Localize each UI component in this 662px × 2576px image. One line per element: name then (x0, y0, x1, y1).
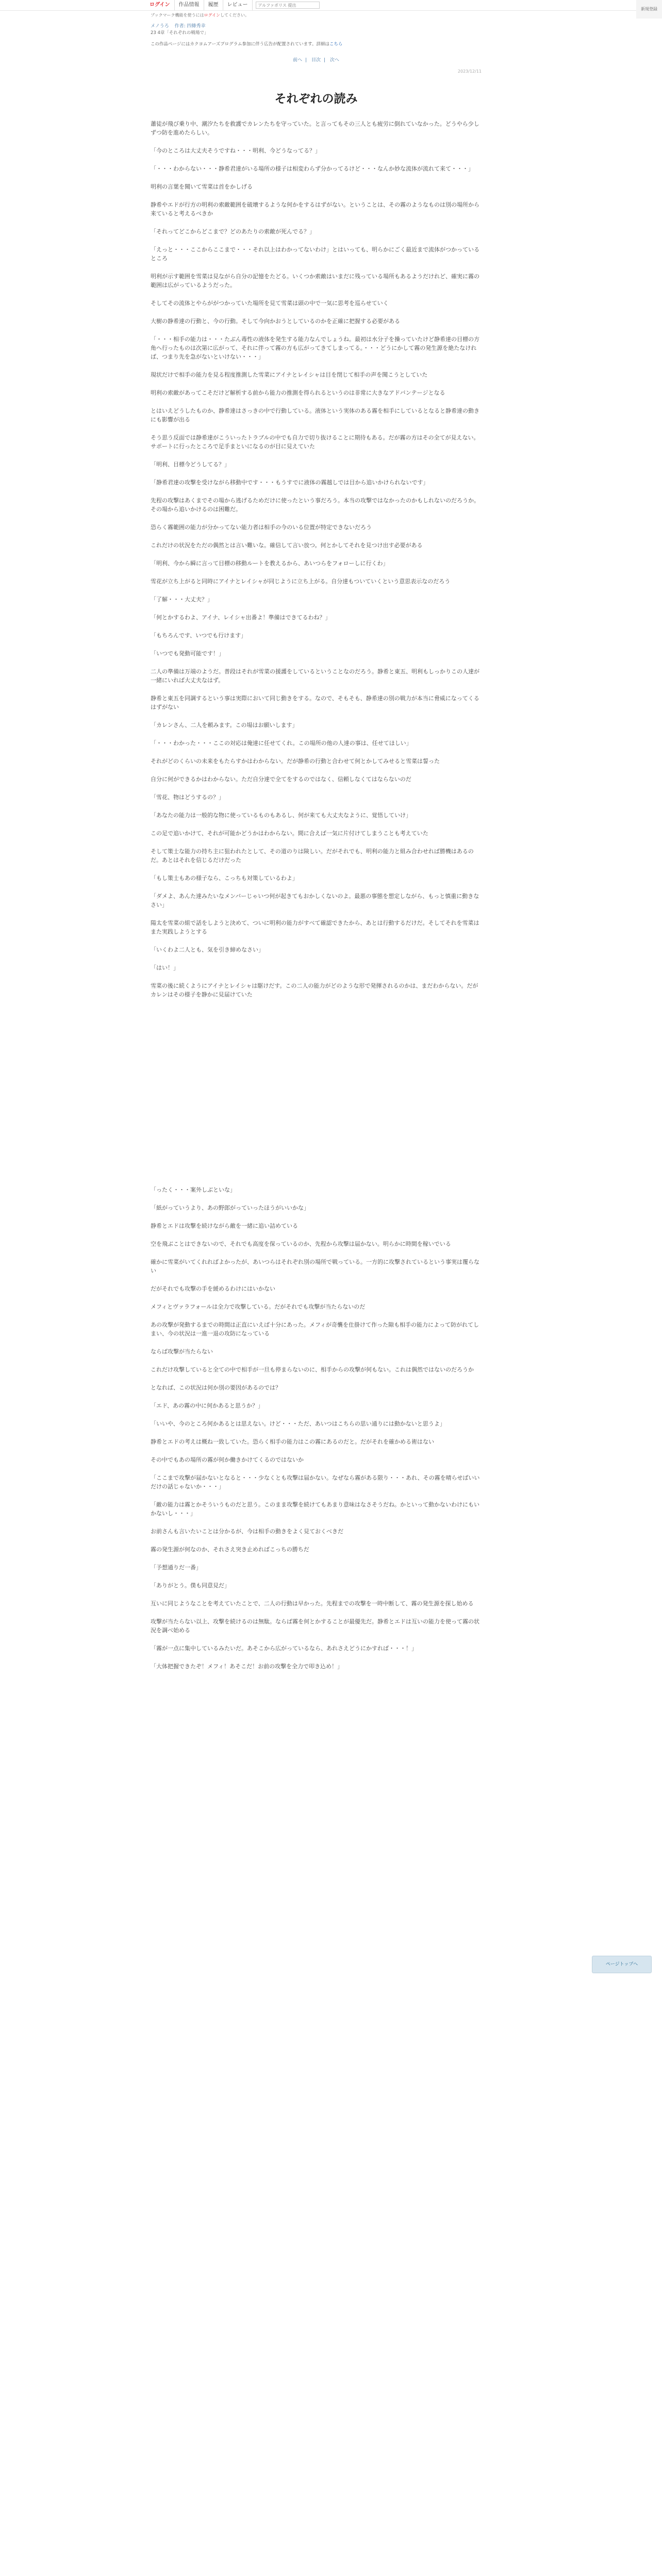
paragraph: 「エド、あの霧の中に何かあると思うか？」 (151, 1402, 264, 1409)
paragraph: そう思う反面では静希達がこういったトラブルの中でも自力で切り抜けることに期待もある。だが霧の方はその全てが見えない。サポートに行ったところで足手まといになるのが目に見えていた (151, 434, 479, 450)
paragraph: これだけ攻撃していると全ての中で相手が一旦も停まらないのに、相手からの攻撃が何もない。これは偶然ではないのだろうか (151, 1366, 474, 1373)
ad-notice-link[interactable]: こちら (329, 42, 343, 47)
paragraph: 攻撃が当たらない以上、攻撃を続けるのは無駄。ならば霧を何とかすることが最優先だ。静希とエドは互いの能力を使って霧の状況を調べ始める (151, 1618, 479, 1634)
paragraph: 蕭徒が飛び乗り中、潮汐たちを救護でカレンたちを守っていた。と言ってもその三人とも疲労に倒れていなかった。どうやら少しずつ防を進めたらしい。 (151, 121, 479, 136)
paragraph: 明利の索敵があってこそだけど解析する前から能力の推測を得られるというのは非常に大きなアドバンテージとなる (151, 389, 445, 396)
paragraph: 空を飛ぶことはできないので、それでも高度を保っているのか、先程から攻撃は届かない。明らかに時間を稼いでいる (151, 1241, 451, 1247)
prev-link[interactable]: 前へ (293, 58, 303, 63)
paragraph: 「いつでも発動可能です！」 (151, 650, 224, 657)
nav-item-info[interactable]: 作品情報 (175, 0, 204, 10)
paragraph: 「・・・わからない・・・静希君達がいる場所の様子は相変わらず分かってるけど・・・なんか妙な流体が流れて来て・・・」 (151, 165, 474, 172)
bookmark-note-prefix: ブックマーク機能を使うには (151, 13, 204, 18)
ad-notice-text: この作品ページにはカクヨムアーズプログラム参加に伴う広告が配置されています。詳細は (151, 42, 329, 47)
paragraph: 「もし策士もあの様子なら、こっちも対策しているわよ」 (151, 875, 298, 882)
paragraph: ならば攻撃が当たらない (151, 1348, 213, 1355)
paragraph: 「今のところは大丈夫そうですね・・・明利、今どうなってる？」 (151, 147, 321, 154)
paragraph: 「・・・相手の能力は・・・たぶん毒性の液体を発生する能力なんでしょうね。最初は水分子を操っていたけど静希達の目標の方角へ行ったものは次第に広がって、それに伴って霧の方も広がってきてしまってる。・・・どうにかして霧の発生源を絶たなければ、つまり先を急がないといけない・・・」 (151, 336, 479, 360)
paragraph: 明利の言葉を聞いて雪菜は首をかしげる (151, 183, 253, 190)
paragraph: 「明利、目標今どうしてる？」 (151, 461, 230, 468)
next-link[interactable]: 次へ (329, 58, 339, 63)
paragraph: 「それってどこからどこまで？どのあたりの索敵が死んでる？」 (151, 228, 315, 235)
paragraph: 二人の準備は万端のようだ。普段はそれが雪菜の援護をしているということなのだろう。静希と東五、明利もしっかりこの人達が一緒にいれば大丈夫なはず。 (151, 668, 479, 684)
paragraph: あの攻撃が発動するまでの時間は正直にいえば十分にあった。メフィが奇襲を仕掛けて作った隙も相手の能力によって防がれてしまい、今の状況は一進一退の攻防になっている (151, 1321, 479, 1337)
paragraph: 互いに同じようなことを考えていたことで、二人の行動は早かった。先程までの攻撃を一時中断して、霧の発生源を探し始める (151, 1600, 474, 1607)
paragraph: 「カレンさん、二人を頼みます。この場はお願いします」 (151, 722, 298, 728)
work-meta (151, 23, 482, 30)
paragraph: その中でもあの場所の霧が何か働きかけてくるのではないか (151, 1456, 304, 1463)
paragraph: 「あなたの能力は一般的な物に使っているものもあるし、何が来ても大丈夫なように、覚悟していけ」 (151, 812, 411, 819)
paragraph: 「ダメよ、あんた達みたいなメンバーじゃいつ何が起きてもおかしくないのよ。最悪の事態を想定しながら、もっと慎重に動きなさい」 (151, 893, 479, 908)
page-top-button[interactable]: ページトップへ (592, 1956, 652, 1973)
main-content (151, 12, 482, 1680)
bookmark-login-link[interactable]: ログイン (204, 13, 221, 18)
top-bar (0, 0, 662, 11)
bookmark-note (151, 12, 482, 18)
paragraph: 「敵の能力は霧とかそういうものだと思う。このまま攻撃を続けてもあまり意味はなさそうだね。かといって動かないわけにもいかないし・・・」 (151, 1501, 479, 1517)
paragraph: これだけの状況をただの偶然とは言い難いな。確信して言い放つ。何とかしてそれを見つけ出す必要がある (151, 542, 423, 549)
bookmark-note-suffix: してください。 (220, 13, 250, 18)
paragraph: 「いいや、今のところ何かあるとは思えない。けど・・・ただ、あいつはこちらの思い通りには動かないと思うよ」 (151, 1420, 445, 1427)
paragraph: 「大体把握できたぞ！メフィ！あそこだ！お前の攻撃を全力で叩き込め！」 (151, 1663, 343, 1670)
paragraph: 「霧が一点に集中しているみたいだ。あそこから広がっているなら、あれさえどうにかすれば・・・！」 (151, 1645, 417, 1652)
paragraph: 雪花が立ち上がると同時にアイナとレイシャが同じように立ち上がる。自分達もついていくという意思表示なのだろう (151, 578, 451, 585)
paragraph: そしてその流体とやらががつかっていた場所を見て雪菜は頭の中で一気に思考を巡らせていく (151, 300, 389, 307)
register-button[interactable]: 新規登録 (636, 0, 662, 19)
paragraph: 雪菜の後に続くようにアイナとレイシャは駆けだす。この二人の能力がどのような形で発揮されるのかは、まだわからない。だがカレンはその様子を静かに見届けていた (151, 982, 478, 998)
paragraph: 「明利、今から瞬に言って目標の移動ルートを教えるから、あいつらをフォローしに行くわ」 (151, 560, 389, 567)
paragraph: お前さんも言いたいことは分かるが、今は相手の動きをよく見ておくべきだ (151, 1528, 343, 1535)
paragraph: 確かに雪菜がいてくれればよかったが、あいつらはそれぞれ別の場所で戦っている。一方的に攻撃されているという事実は覆らない (151, 1259, 479, 1274)
paragraph: とはいえどうしたものか、静希達はさっきの中で行動している。液体という実体のある霧を相手にしているとなると静希達の動きにも影響が出る (151, 408, 479, 423)
body-section-before (151, 120, 482, 999)
toc-link[interactable]: 目次 (311, 58, 321, 63)
series-title[interactable]: メノうろ (151, 24, 169, 29)
paragraph: 霧の発生源が何なのか、それさえ突き止めればこっちの勝ちだ (151, 1546, 309, 1553)
paragraph: メフィとヴァラフォールは全力で攻撃している。だがそれでも攻撃が当たらないのだ (151, 1303, 366, 1310)
paragraph: 陽太を雪菜の組で話をしようと決めて、ついに明利の能力がすべて確認できたから、あとは行動するだけだ。そしてそれを雪菜はまた実践しようとする (151, 920, 479, 935)
paragraph: 自分に何ができるかはわからない。ただ自分達で全てをするのではなく、信頼しなくてはならないのだ (151, 776, 411, 783)
paragraph: 「・・・わかった・・・ここの対応は俺達に任せてくれ。この場所の他の人達の事は、任せてほしい」 (151, 740, 412, 747)
paragraph: 「えっと・・・ここからここまで・・・それ以上はわかってないわけ」とはいっても、明らかにごく最近まで流体がつかっているところ (151, 246, 479, 262)
paragraph: だがそれでも攻撃の手を緩めるわけにはいかない (151, 1285, 275, 1292)
chapter-title: それぞれの読み (274, 92, 358, 106)
author-label: 作者: (174, 24, 186, 29)
paragraph: 「雪花、物はどうするの？」 (151, 794, 224, 801)
paragraph: 現状だけで相手の能力を見る程度推測した雪菜にアイナとレイシャは目を閉じて相手の声を聞こうとしていた (151, 371, 428, 378)
top-nav (145, 0, 320, 10)
author-name[interactable]: 四條秀幸 (187, 24, 206, 29)
paragraph: 「予想通りだ一番」 (151, 1564, 202, 1571)
pager: 前へ | 目次 | 次へ (293, 58, 339, 63)
chapter-info: 23 4章「それぞれの戦場で」 (151, 30, 209, 36)
paragraph: 「静希君達の攻撃を受けながら移動中です・・・もうすでに液体の霧越しでは目から追いかけられないです」 (151, 479, 429, 486)
paragraph: 静希やエドが行方の明利の索敵範囲を破壊するような何かをするはずがない。ということは、その霧のようなものは別の場所から来ていると考えるべきか (151, 201, 479, 217)
paragraph: 「ったく・・・案外しぶといな」 (151, 1187, 236, 1193)
nav-item-review[interactable]: レビュー (223, 0, 253, 10)
paragraph: 静希とエドの考えは概ね一致していた。恐らく相手の能力はこの霧にあるのだと。だがそれを確かめる術はない (151, 1438, 434, 1445)
paragraph: となれば、この状況は何か別の要因があるのでは？ (151, 1384, 281, 1391)
paragraph: 静希とエドは攻撃を続けながら敵を一緒に追い詰めている (151, 1223, 298, 1229)
paragraph: それがどのくらいの未来をもたらすかはわからない。だが静希の行動と合わせて何とかしてみせると雪菜は誓った (151, 758, 440, 765)
nav-item-history[interactable]: 履歴 (204, 0, 223, 10)
paragraph: 「何とかするわよ、アイナ、レイシャ出番よ！準備はできてるわね？」 (151, 614, 331, 621)
paragraph: 明利が示す範囲を雪菜は見ながら自分の記憶をたどる。いくつか索敵はいまだに残っている場所もあるようだけれど、確実に霧の範囲は広がっているようだった。 (151, 273, 479, 289)
body-section-after (151, 1185, 482, 1671)
paragraph: 「ありがとう。僕も同意見だ」 (151, 1582, 230, 1589)
publish-date: 2023/12/11 (457, 69, 482, 74)
blank-space (151, 1008, 482, 1185)
paragraph: 「紙がっていうより、あの野郎がっていったほうがいいかな」 (151, 1205, 309, 1211)
paragraph: そして策士な能力の持ち主に狙われたとして、その道のりは険しい。だがそれでも、明利の能力と組み合わせれば勝機はあるのだ。あとはそれを信じるだけだった (151, 848, 474, 863)
chapter-body (151, 120, 482, 1671)
paragraph: この足で追いかけて、それが可能かどうかはわからない。間に合えば一気に片付けてしまうことも考えていた (151, 830, 428, 837)
login-link[interactable]: ログイン (145, 0, 175, 10)
search-input[interactable] (256, 2, 320, 9)
paragraph: 恐らく霧範囲の能力が分かってない能力者は相手の今のいる位置が特定できないだろう (151, 524, 372, 531)
paragraph: 「はい！」 (151, 964, 179, 971)
paragraph: 「ここまで攻撃が届かないとなると・・・少なくとも攻撃は届かない。なぜなら霧がある限り・・・あれ、その霧を晴らせばいいだけの話じゃないか・・・」 (151, 1475, 480, 1490)
paragraph: 大樹の静希達の行動と、今の行動。そして今向かおうとしているのかを正確に把握する必要がある (151, 318, 400, 325)
paragraph: 「もちろんです、いつでも行けます」 (151, 632, 247, 639)
paragraph: 静希と東五を同調するという事は実際において同じ動きをする。なので、そもそも、静希達の別の戦力が本当に脅威になってくるはずがない (151, 695, 479, 710)
paragraph: 「了解・・・大丈夫？」 (151, 596, 213, 603)
paragraph: 「いくわよ二人とも、気を引き締めなさい」 (151, 946, 264, 953)
paragraph: 先程の攻撃はあくまでその場から逃げるためだけに使ったという事だろう。本当の攻撃ではなかったのかもしれないのだろうか。その場から追いかけるのは困難だ。 (151, 497, 479, 513)
ad-notice (151, 41, 482, 47)
